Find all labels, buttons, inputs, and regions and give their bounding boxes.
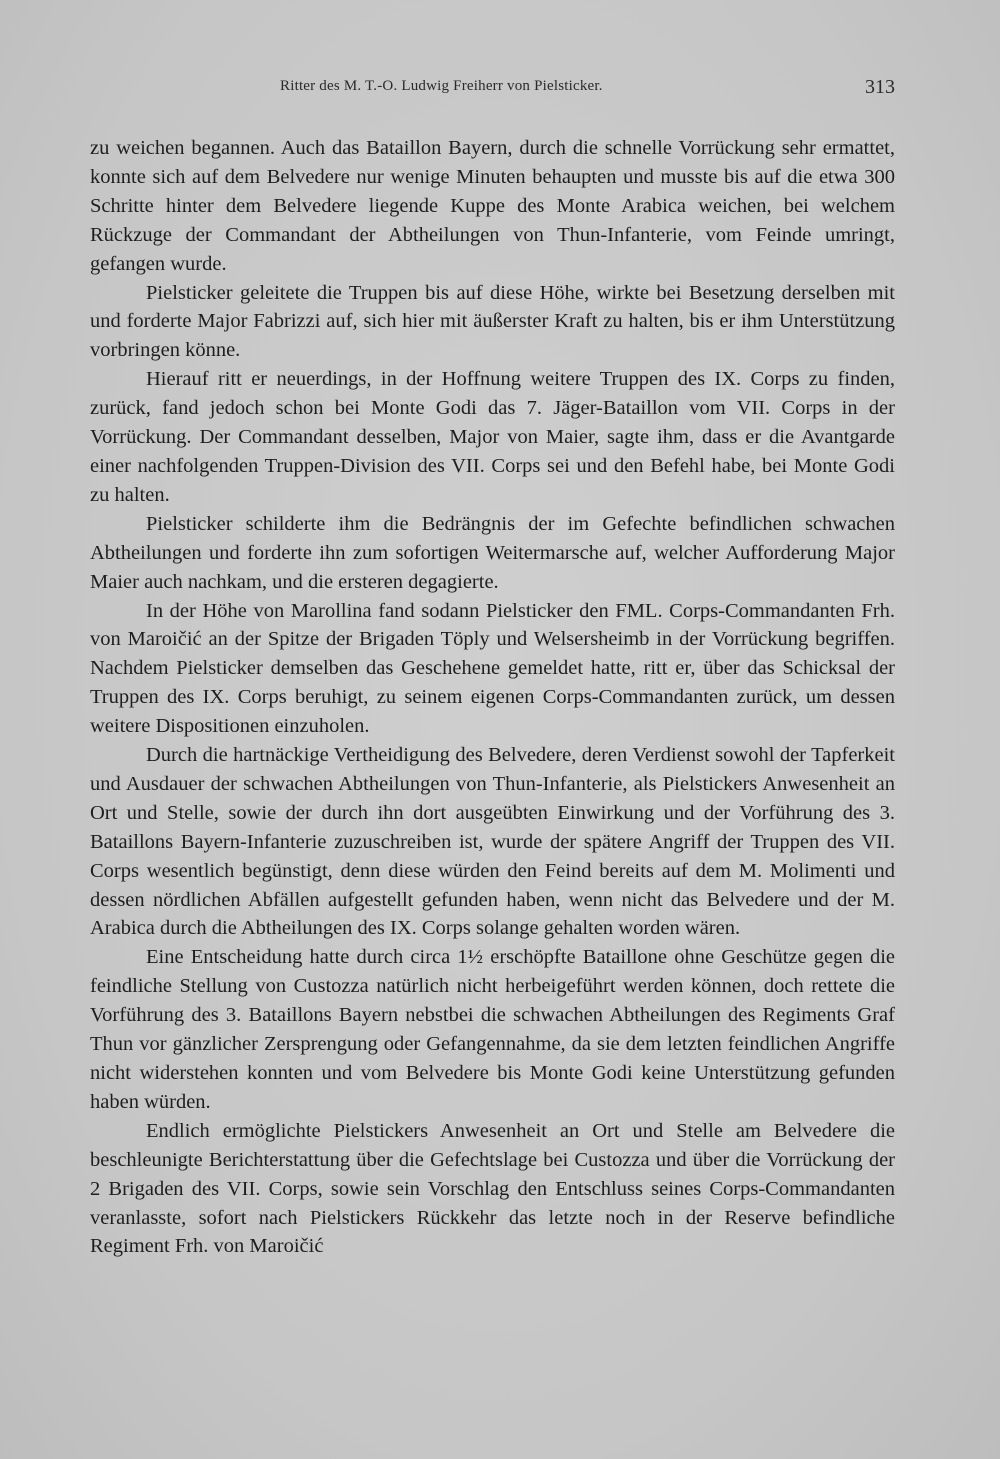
paragraph-1: zu weichen begannen. Auch das Bataillon Bayern, durch die schnelle Vorrückung sehr ermattet, konnte sich auf dem Belvedere nur wenige Minuten behaupten und musste bis auf die etwa 300 Schritte hinter dem Belvedere liegende Kuppe des Monte Arabica weichen, bei welchem Rückzuge der Commandant der Abtheilungen von Thun-Infanterie, vom Feinde umringt, gefangen wurde. xyxy=(90,137,895,275)
paragraph-5: In der Höhe von Marollina fand sodann Pielsticker den FML. Corps-Commandanten Frh. von Maroičić an der Spitze der Brigaden Töply und Welsersheimb in der Vorrückung begriffen. Nachdem Pielsticker demselben das Geschehene gemeldet hatte, ritt er, über das Schicksal der Truppen des IX. Corps beruhigt, zu seinem eigenen Corps-Commandanten zurück, um dessen weitere Dispositionen einzuholen. xyxy=(90,599,895,738)
paragraph-4: Pielsticker schilderte ihm die Bedrängnis der im Gefechte befindlichen schwachen Abtheilungen und forderte ihn zum sofortigen Weitermarsche auf, welcher Aufforderung Major Maier auch nachkam, und die ersteren degagierte. xyxy=(90,512,895,593)
paragraph-2: Pielsticker geleitete die Truppen bis auf diese Höhe, wirkte bei Besetzung derselben mit und forderte Major Fabrizzi auf, sich hier mit äußerster Kraft zu halten, bis er ihm Unterstützung vorbringen könne. xyxy=(90,281,895,362)
paragraph-8: Endlich ermöglichte Pielstickers Anwesenheit an Ort und Stelle am Belvedere die beschleunigte Berichterstattung über die Gefechtslage bei Custozza und über die Vorrückung der 2 Brigaden des VII. Corps, sowie sein Vorschlag den Entschluss seines Corps-Commandanten veranlasste, sofort nach Pielstickers Rückkehr das letzte noch in der Reserve befindliche Regiment Frh. von Maroičić xyxy=(90,1119,895,1258)
paragraph-6: Durch die hartnäckige Vertheidigung des Belvedere, deren Verdienst sowohl der Tapferkeit und Ausdauer der schwachen Abtheilungen von Thun-Infanterie, als Pielstickers Anwesenheit an Ort und Stelle, sowie der durch ihn dort ausgeübten Einwirkung und der Vorführung des 3. Bataillons Bayern-Infanterie zuzuschreiben ist, wurde der spätere Angriff der Truppen des VII. Corps wesentlich begünstigt, denn diese würden den Feind bereits auf dem M. Molimenti und dessen nördlichen Abfällen aufgestellt gefunden haben, wenn nicht das Belvedere und der M. Arabica durch die Abtheilungen des IX. Corps solange gehalten worden wären. xyxy=(90,744,895,940)
paragraph-3: Hierauf ritt er neuerdings, in der Hoffnung weitere Truppen des IX. Corps zu finden, zurück, fand jedoch schon bei Monte Godi das 7. Jäger-Bataillon vom VII. Corps in der Vorrückung. Der Commandant desselben, Major von Maier, sagte ihm, dass er die Avantgarde einer nachfolgenden Truppen-Division des VII. Corps sei und den Befehl habe, bei Monte Godi zu halten. xyxy=(90,368,895,506)
paragraph-7: Eine Entscheidung hatte durch circa 1½ erschöpfte Bataillone ohne Geschütze gegen die feindliche Stellung von Custozza natürlich nicht herbeigeführt werden können, doch rettete die Vorführung des 3. Bataillons Bayern nebstbei die schwachen Abtheilungen des Regiments Graf Thun vor gänzlicher Zersprengung oder Gefangennahme, da sie dem letzten feindlichen Angriffe nicht widerstehen konnten und vom Belvedere bis Monte Godi keine Unterstützung gefunden haben würden. xyxy=(90,946,895,1113)
running-title: Ritter des M. T.-O. Ludwig Freiherr von Pielsticker. xyxy=(280,78,603,94)
body-text xyxy=(90,134,895,1261)
page-number: 313 xyxy=(865,76,895,98)
